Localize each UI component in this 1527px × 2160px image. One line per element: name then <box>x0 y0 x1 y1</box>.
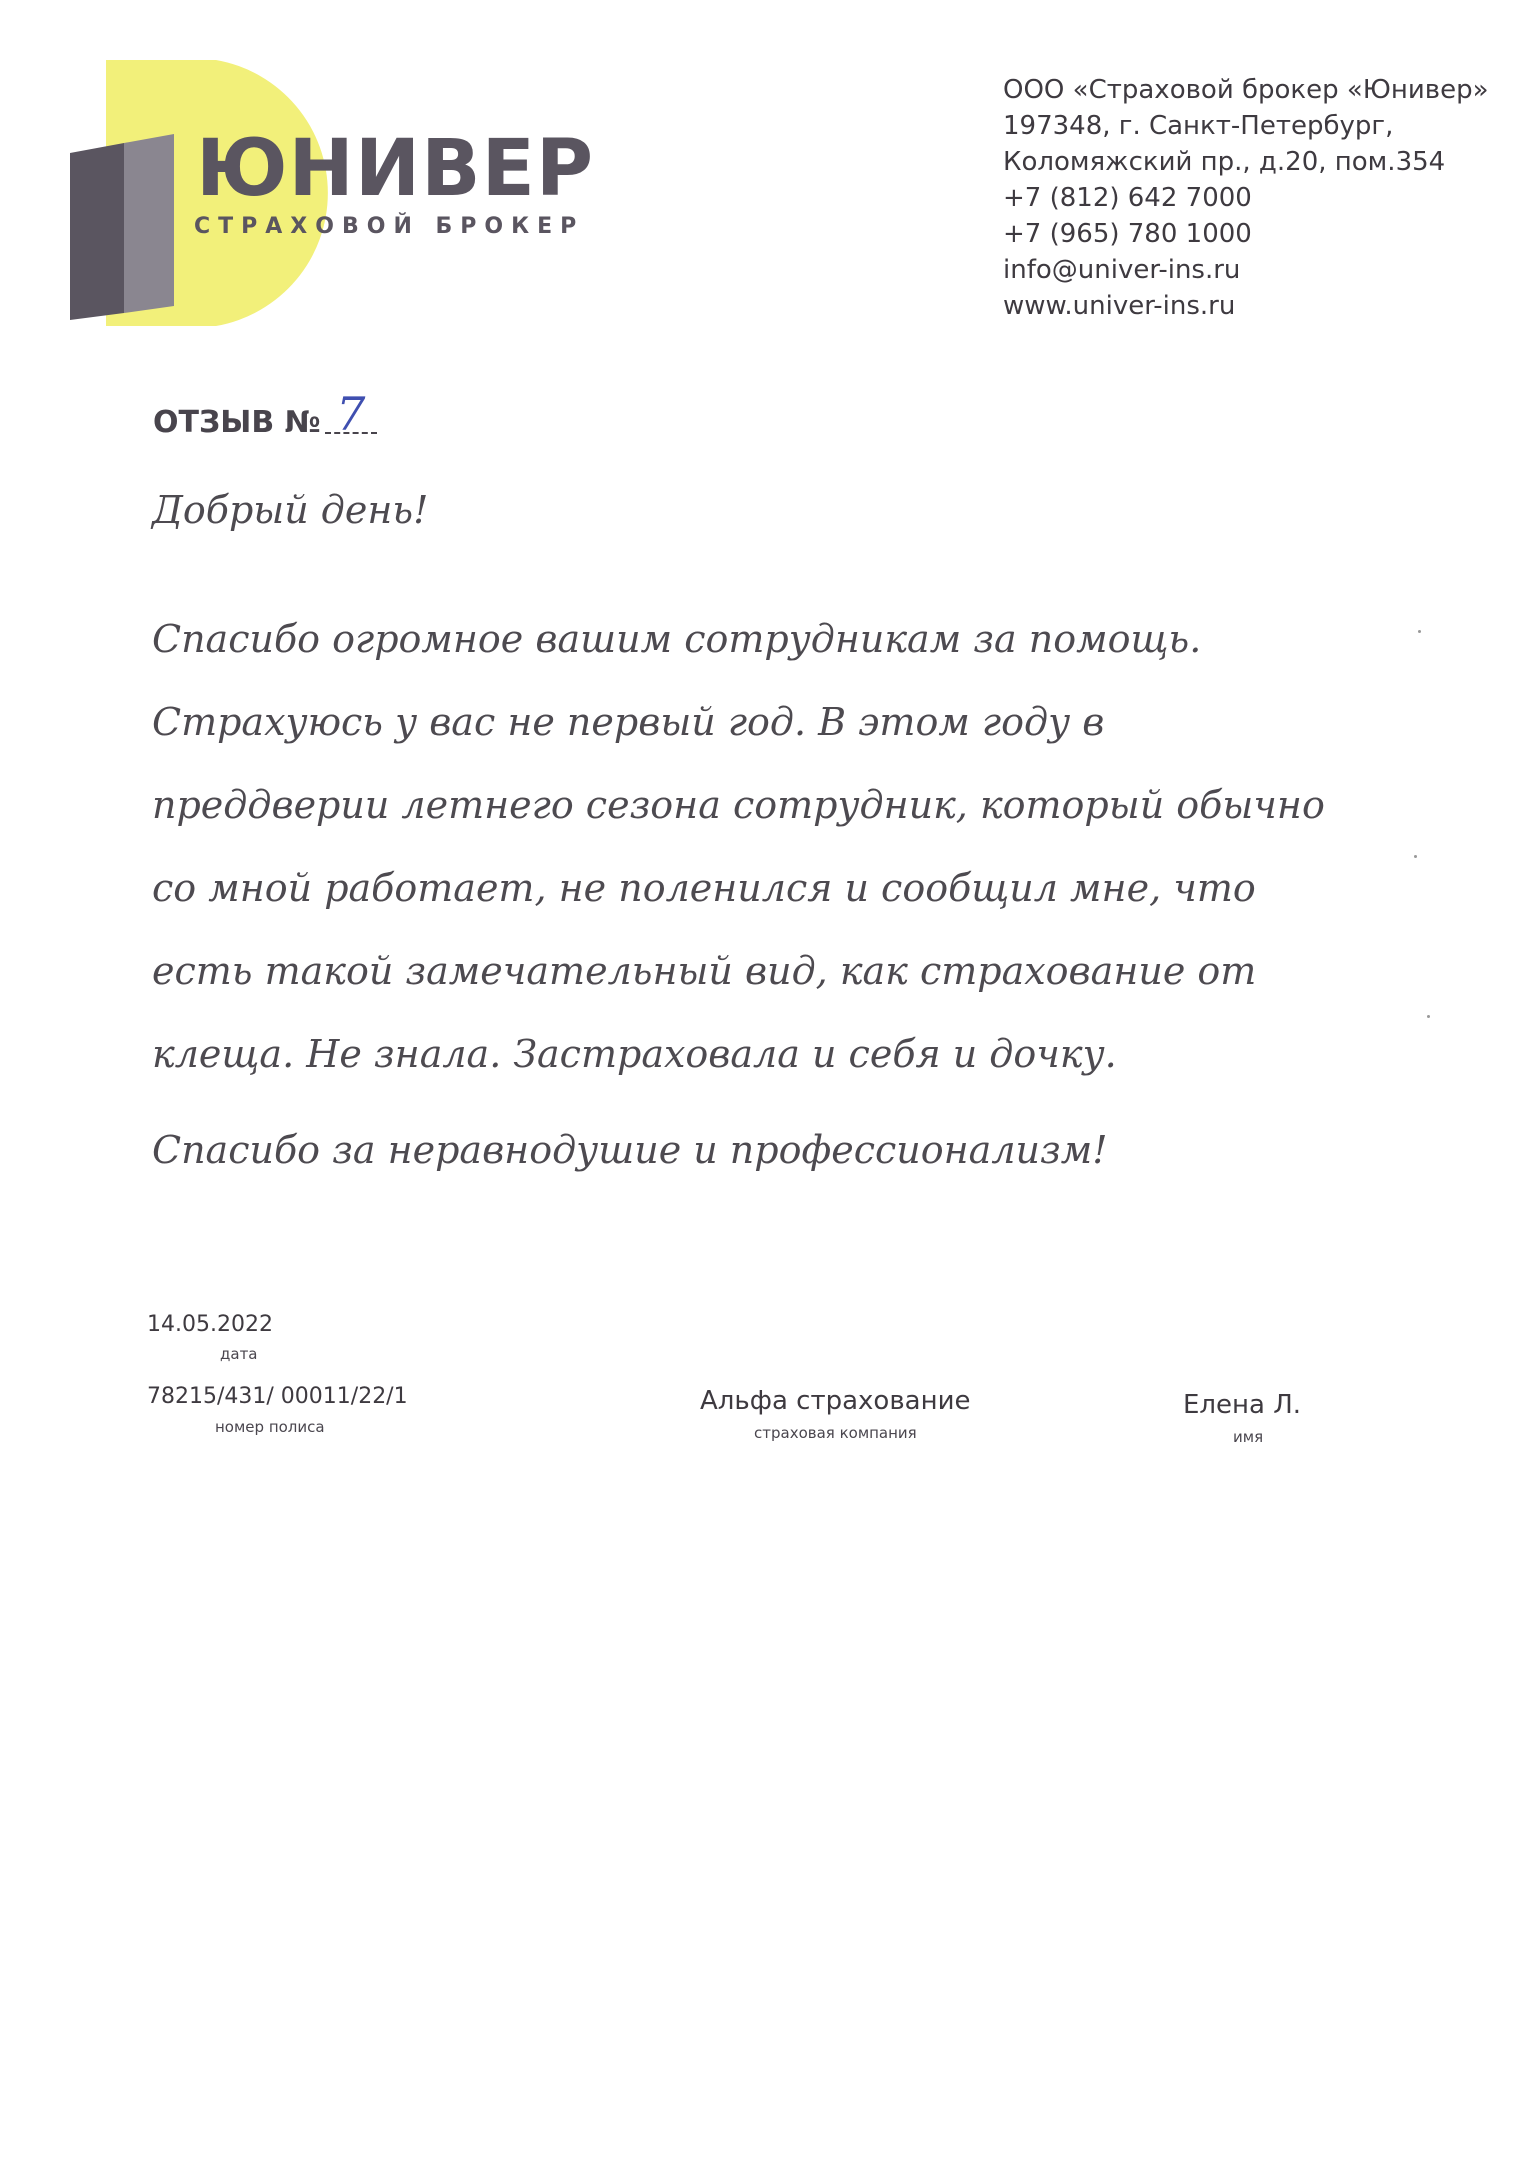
company-logo <box>66 58 595 328</box>
review-title-label: ОТЗЫВ № <box>153 405 321 440</box>
body-line: Спасибо огромное вашим сотрудникам за помощь. <box>152 617 1202 661</box>
scan-speck <box>1414 855 1417 858</box>
body-line: клеща. Не знала. Застраховала и себя и дочку. <box>152 1032 1117 1076</box>
date-value: 14.05.2022 <box>147 1312 273 1337</box>
insurance-company-caption: страховая компания <box>754 1424 917 1442</box>
scan-speck <box>1418 630 1421 633</box>
policy-number-value: 78215/431/ 00011/22/1 <box>147 1384 408 1409</box>
brand-subtitle: СТРАХОВОЙ БРОКЕР <box>194 214 585 239</box>
phone-landline: +7 (812) 642 7000 <box>1003 183 1252 213</box>
reviewer-name-value: Елена Л. <box>1183 1390 1302 1420</box>
body-line: Страхуюсь у вас не первый год. В этом году в <box>152 700 1105 744</box>
review-number: 7 <box>325 396 377 434</box>
contact-block <box>1003 72 1489 324</box>
policy-number-caption: номер полиса <box>215 1418 325 1436</box>
brand-name: ЮНИВЕР <box>196 124 595 214</box>
review-body <box>152 598 1325 1096</box>
address-street: Коломяжский пр., д.20, пом.354 <box>1003 147 1446 177</box>
reviewer-name-caption: имя <box>1233 1428 1264 1446</box>
company-legal-name: ООО «Страховой брокер «Юнивер» <box>1003 75 1489 105</box>
phone-mobile: +7 (965) 780 1000 <box>1003 219 1252 249</box>
address-city: 197348, г. Санкт-Петербург, <box>1003 111 1394 141</box>
greeting: Добрый день! <box>152 488 429 532</box>
body-line: со мной работает, не поленился и сообщил мне, что <box>152 866 1256 910</box>
insurance-company-value: Альфа страхование <box>700 1386 971 1416</box>
body-line: преддверии летнего сезона сотрудник, который обычно <box>152 783 1325 827</box>
scan-speck <box>1427 1015 1430 1018</box>
body-line: есть такой замечательный вид, как страхование от <box>152 949 1257 993</box>
closing-line: Спасибо за неравнодушие и профессионализм! <box>152 1128 1108 1172</box>
email-link[interactable]: info@univer-ins.ru <box>1003 255 1241 285</box>
review-title <box>153 387 377 441</box>
date-caption: дата <box>220 1345 258 1363</box>
website-link[interactable]: www.univer-ins.ru <box>1003 291 1236 321</box>
